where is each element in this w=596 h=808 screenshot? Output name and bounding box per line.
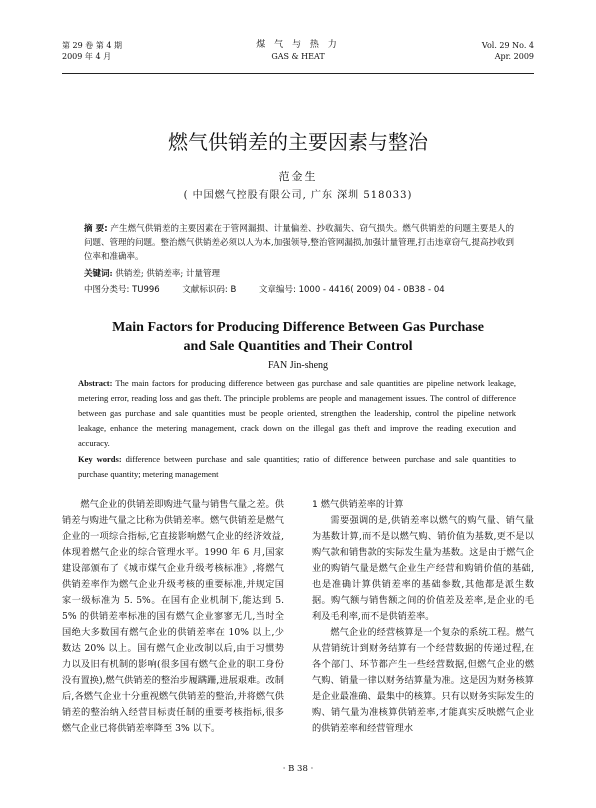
article-number: 文章编号: 1000 - 4416( 2009) 04 - 0B38 - 04 xyxy=(259,285,445,295)
body-paragraph: 燃气企业的供销差即购进气量与销售气量之差。供销差与购进气量之比称为供销差率。燃气供销差是燃气企业的一项综合指标,它直接影响燃气企业的经济效益,体现着燃气企业的综合管理水平。1990 年 6 月,国家建设部颁布了《城市煤气企业升级考核标准》,将燃气供销差率作为燃气企业升级考核的重要标准,并规定国家一级标准为 5. 5%。在国有企业机制下,能达到 5. 5% 的供销差率标准的国有燃气企业寥寥无几,当时全国绝大多数国有燃气企业的供销差率在 10% 以上,少数达 20% 以上。国有燃气企业改制以后,由于习惯势力以及旧有机制的影响(很多国有燃气企业的职工身份没有置换),燃气供销差的整治步履蹒跚,进展艰难。改制后,各燃气企业十分重视燃气供销差的整治,并将燃气供销差的整治纳入经营目标责任制的重要考核指标,很多燃气企业已将供销差率降至 3% 以下。 xyxy=(62,499,284,734)
keywords-en xyxy=(78,452,516,482)
author-zh: 范金生 xyxy=(278,170,318,183)
article-title-zh: 燃气供销差的主要因素与整治 xyxy=(168,130,428,154)
body-column-left xyxy=(62,497,284,737)
abstract-zh-label: 摘 要: xyxy=(84,224,108,234)
clc-number: 中图分类号: TU996 xyxy=(84,285,160,295)
header-rule xyxy=(62,73,534,74)
volume-issue: 第 29 卷 第 4 期 xyxy=(62,41,122,50)
issue-date: 2009 年 4 月 xyxy=(62,52,112,61)
body-column-right xyxy=(312,497,534,737)
volume-issue-en: Vol. 29 No. 4 xyxy=(481,41,534,50)
running-header xyxy=(62,40,534,70)
body-paragraph: 燃气企业的经营核算是一个复杂的系统工程。燃气从营销统计到财务结算有一个经营数据的传递过程,在各个部门、环节都产生一些经营数据,但燃气企业的燃气购、销量一律以财务结算量为准。这是因为财务核算是企业最准确、最集中的核算。只有以财务实际发生的购、销气量为准核算供销差率,才能真实反映燃气企业的供销差率和经营管理水 xyxy=(312,627,534,734)
abstract-en xyxy=(78,376,516,451)
article-title-en xyxy=(0,318,596,356)
header-right xyxy=(482,40,534,62)
document-code: 文献标识码: B xyxy=(182,285,237,295)
classification-zh xyxy=(84,284,514,297)
title-en-line1: Main Factors for Producing Difference Between Gas Purchase xyxy=(112,320,484,335)
author-en: FAN Jin-sheng xyxy=(267,360,329,371)
section-heading: 1 燃气供销差率的计算 xyxy=(312,499,404,510)
keywords-zh-text: 供销差; 供销差率; 计量管理 xyxy=(115,269,220,279)
keywords-zh-label: 关键词: xyxy=(84,269,113,279)
issue-date-en: Apr. 2009 xyxy=(494,52,534,61)
abstract-en-text: The main factors for producing difference between gas purchase and sale quantities are pipeline network leakage, metering error, reading loss and gas theft. The principle problems are people and management issues. The control of difference between gas purchase and sale quantities must be people oriented, strengthen the leadership, control the pipeline network leakage, enhance the metering management, crack down on the illegal gas theft and improve the reading execution and accuracy. xyxy=(78,378,516,448)
affiliation-zh: ( 中国燃气控股有限公司, 广东 深圳 518033) xyxy=(183,190,413,201)
abstract-zh xyxy=(84,222,514,264)
keywords-en-text: difference between purchase and sale quantities; ratio of difference between purchase and sale quantities to purchase quantity; metering management xyxy=(78,454,516,479)
abstract-zh-text: 产生燃气供销差的主要因素在于管网漏损、计量偏差、抄收漏失、窃气损失。燃气供销差的问题主要是人的问题、管理的问题。整治燃气供销差必须以人为本,加强领导,整治管网漏损,加强计量管理,打击违章窃气,提高抄收到位率和准确率。 xyxy=(84,224,515,262)
keywords-en-label: Key words: xyxy=(78,454,122,464)
abstract-en-label: Abstract: xyxy=(78,378,113,388)
page-number: · B 38 · xyxy=(282,764,314,774)
keywords-zh xyxy=(84,268,514,281)
journal-name-en: GAS & HEAT xyxy=(271,52,325,61)
journal-name-zh: 煤 气 与 热 力 xyxy=(256,40,340,50)
body-paragraph: 需要强调的是,供销差率以燃气的购气量、销气量为基数计算,而不是以燃气购、销价值为基数,更不是以购气款和销售款的实际发生量为基数。这是由于燃气企业的购销气量是燃气企业生产经营和购销价值的基础,也是准确计算供销差率的基础参数,其他都是派生数据。购气额与销售额之间的价值差及差率,是企业的毛利及毛利率,而不是供销差率。 xyxy=(312,515,534,622)
header-center xyxy=(62,40,534,62)
title-en-line2: and Sale Quantities and Their Control xyxy=(183,339,413,354)
